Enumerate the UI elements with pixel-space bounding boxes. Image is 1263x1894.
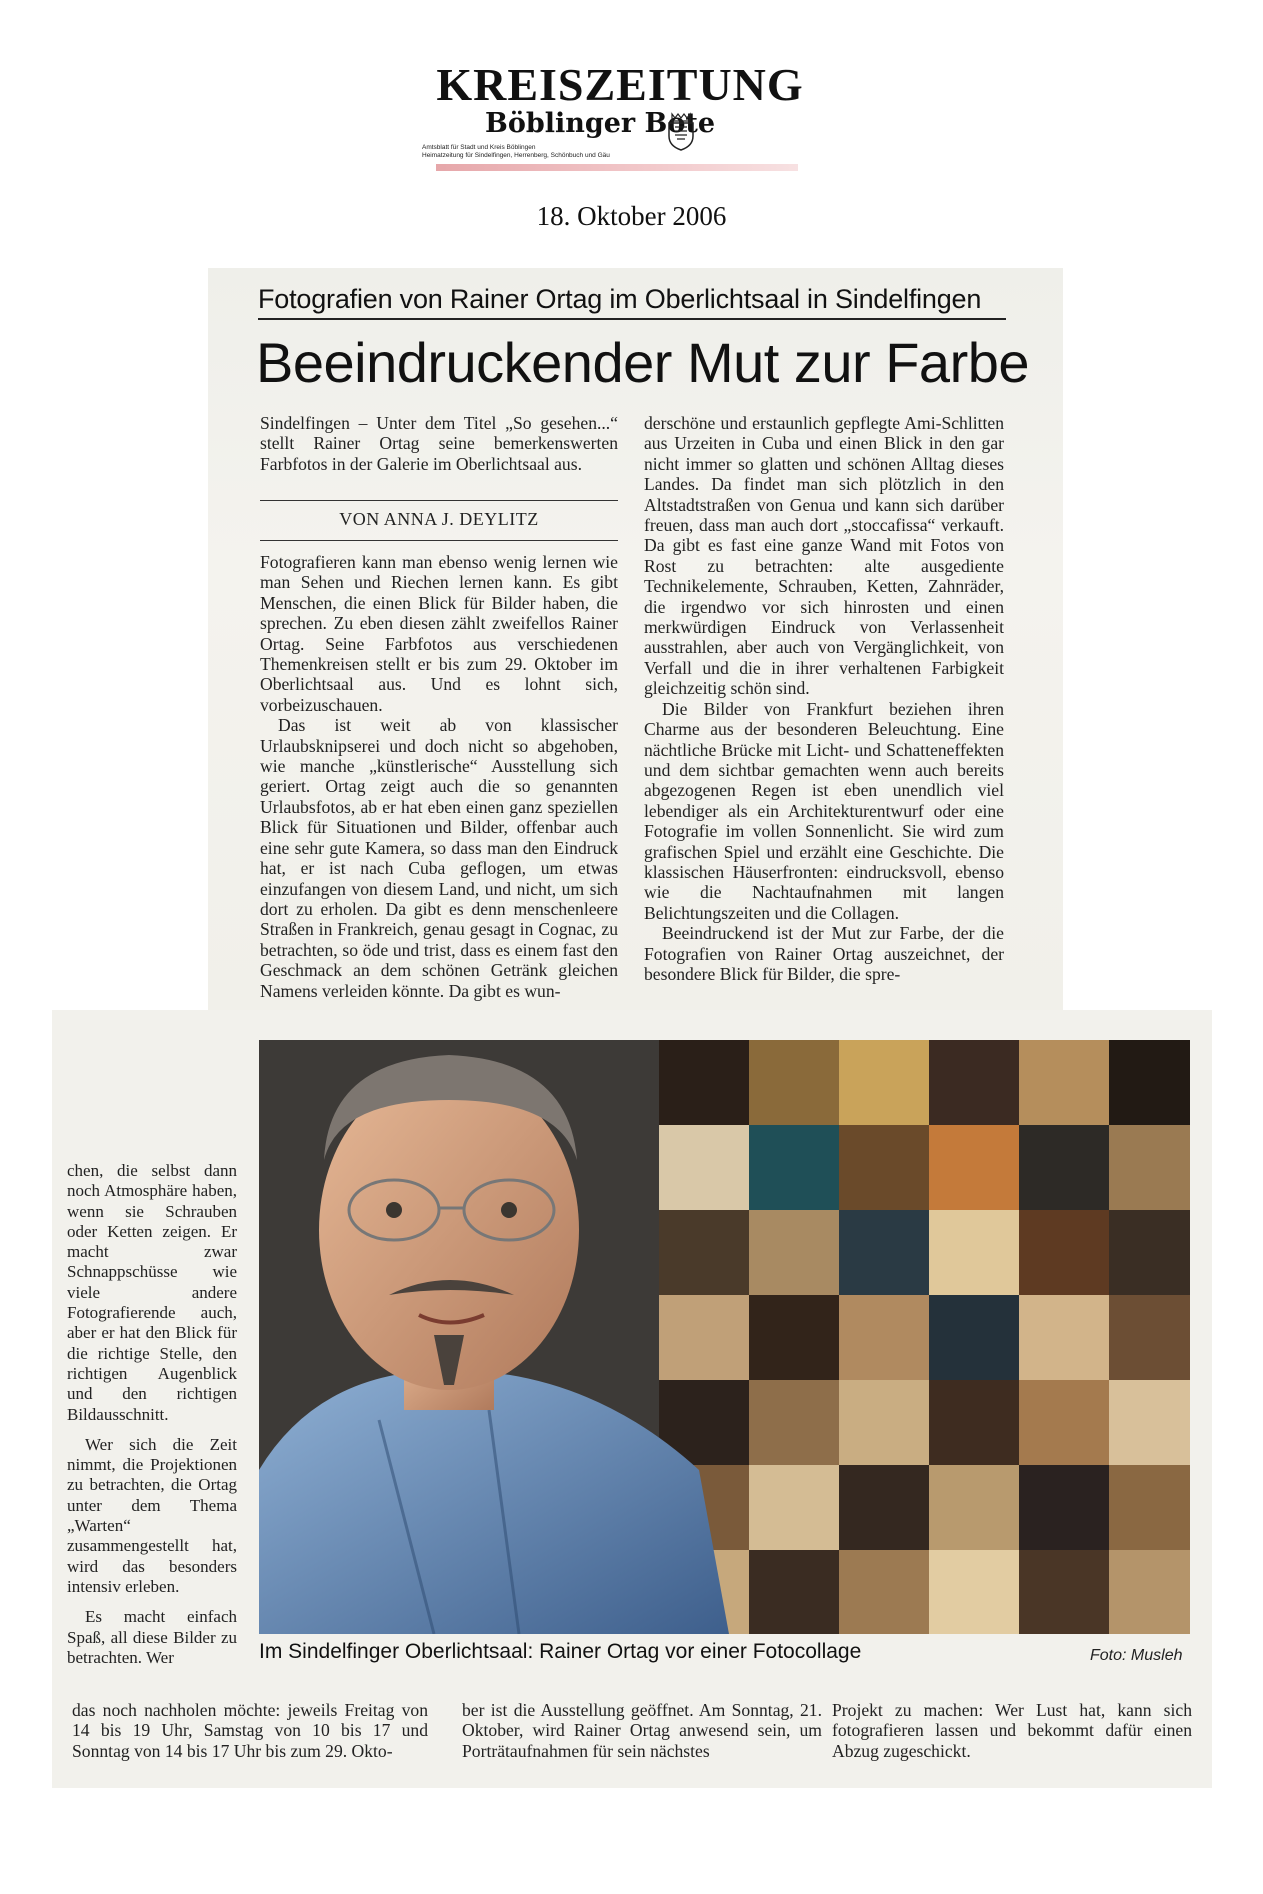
- bottom-column-1-paragraph: das noch nachholen möchte: jeweils Freitag von 14 bis 19 Uhr, Samstag von 10 bis 17 und Sonntag von 14 bis 17 Uhr bis zum 29. Okto-: [72, 1700, 428, 1761]
- side-column-paragraph: Wer sich die Zeit nimmt, die Projektionen zu betrachten, die Ortag unter dem Thema „Warten“ zusammengestellt hat, wird das besonders intensiv erleben.: [67, 1434, 237, 1596]
- article-byline: VON ANNA J. DEYLITZ: [339, 509, 539, 529]
- photo-credit: Foto: Musleh: [1090, 1647, 1183, 1664]
- side-column-paragraph: chen, die selbst dann noch Atmosphäre haben, wenn sie Schrauben oder Ketten zeigen. Er macht zwar Schnappschüsse wie viele andere Fotografierende auch, aber er hat den Blick für die richtige Stelle, den richtigen Augenblick und den richtigen Bildausschnitt.: [67, 1161, 237, 1424]
- newspaper-masthead-title: KREISZEITUNG: [436, 59, 804, 110]
- article-kicker: Fotografien von Rainer Ortag im Oberlichtsaal in Sindelfingen: [258, 284, 982, 314]
- article-column-2: [644, 413, 1004, 1013]
- article-lead: [260, 413, 618, 474]
- byline-rule-bottom: [260, 540, 618, 541]
- column-1-paragraph: Fotografieren kann man ebenso wenig lernen wie man Sehen und Riechen lernen kann. Es gibt Menschen, die einen Blick für Bilder haben, die sprechen. Zu eben diesen zählt zweifellos Rainer Ortag. Seine Farbfotos aus verschiedenen Themenkreisen stellt er bis zum 29. Oktober im Oberlichtsaal aus. Und es lohnt sich, vorbeizuschauen.: [260, 552, 618, 715]
- newspaper-masthead-subtitle: Böblinger Bote: [485, 108, 716, 139]
- column-2-paragraph: Die Bilder von Frankfurt beziehen ihren Charme aus der besonderen Beleuchtung. Eine nächtliche Brücke mit Licht- und Schatteneffekten und dem sichtbar gemachten wenn auch bereits abgezogenen Regen ist eben unendlich viel lebendiger als ein Architekturentwurf oder eine Fotografie im vollen Sonnenlicht. Sie wird zum grafischen Spiel und erzählt eine Geschichte. Die klassischen Häuserfronten: eindrucksvoll, ebenso wie die Nachtaufnahmen mit langen Belichtungszeiten und die Collagen.: [644, 698, 1004, 923]
- side-column-paragraph: Es macht einfach Spaß, all diese Bilder zu betrachten. Wer: [67, 1607, 237, 1667]
- photo-collage-illustration: [259, 1040, 1190, 1634]
- article-column-1: [260, 552, 618, 1012]
- masthead-accent-bar: [436, 164, 798, 171]
- column-2-paragraph: Beeindruckend ist der Mut zur Farbe, der die Fotografien von Rainer Ortag auszeichnet, der besondere Blick für Bilder, die spre-: [644, 923, 1004, 984]
- article-bottom-column-1: [72, 1700, 428, 1770]
- bottom-column-3-paragraph: Projekt zu machen: Wer Lust hat, kann sich fotografieren lassen und bekommt dafür einen Abzug zugeschickt.: [832, 1700, 1192, 1761]
- article-side-column: [67, 1161, 237, 1681]
- byline-rule-top: [260, 500, 618, 501]
- article-headline: Beeindruckender Mut zur Farbe: [256, 331, 1029, 394]
- article-bottom-column-2: [462, 1700, 822, 1770]
- publication-date: 18. Oktober 2006: [536, 201, 727, 231]
- masthead-tagline: Amtsblatt für Stadt und Kreis Böblingen Heimatzeitung für Sindelfingen, Herrenberg, Schönbuch und Gäu: [422, 144, 610, 159]
- bottom-column-2-paragraph: ber ist die Ausstellung geöffnet. Am Sonntag, 21. Oktober, wird Rainer Ortag anwesend sein, um Porträtaufnahmen für sein nächstes: [462, 1700, 822, 1761]
- column-1-paragraph: Das ist weit ab von klassischer Urlaubsknipserei und doch nicht so abgehoben, wie manche „künstlerische“ Ausstellung sich geriert. Ortag zeigt auch die so genannten Urlaubsfotos, ab er hat eben einen ganz speziellen Blick für Situationen und Bilder, offenbar auch eine sehr gute Kamera, so dass man den Eindruck hat, er ist nach Cuba geflogen, um etwas einzufangen von diesem Land, und nicht, um sich dort zu erholen. Da gibt es denn menschenleere Straßen in Frankreich, genau gesagt in Cognac, zu betrachten, so öde und trist, dass es einem fast den Geschmack an dem schönen Getränk gleichen Namens verleiden könnte. Da gibt es wun-: [260, 715, 618, 1001]
- kicker-underline: [258, 318, 1006, 320]
- lead-paragraph: Sindelfingen – Unter dem Titel „So gesehen...“ stellt Rainer Ortag seine bemerkenswerten Farbfotos in der Galerie im Oberlichtsaal aus.: [260, 413, 618, 474]
- photo-caption: Im Sindelfinger Oberlichtsaal: Rainer Ortag vor einer Fotocollage: [259, 1640, 862, 1663]
- column-2-paragraph: derschöne und erstaunlich gepflegte Ami-Schlitten aus Urzeiten in Cuba und einen Blick in den gar nicht immer so glatten und schönen Alltag dieses Landes. Da findet man sich plötzlich in den Altstadtstraßen von Genua und kann sich darüber freuen, dass man auch dort „stoccafissa“ verkauft. Da gibt es fast eine ganze Wand mit Fotos von Rost zu betrachten: alte ausgediente Technikelemente, Schrauben, Ketten, Zahnräder, die irgendwo vor sich hinrosten und einen merkwürdigen Eindruck von Verlassenheit ausstrahlen, aber auch von Vergänglichkeit, von Verfall und die in ihrer verhaltenen Farbigkeit gleichzeitig schön sind.: [644, 413, 1004, 699]
- coat-of-arms-icon: [666, 112, 696, 152]
- article-photo: [259, 1040, 1190, 1634]
- article-bottom-column-3: [832, 1700, 1192, 1770]
